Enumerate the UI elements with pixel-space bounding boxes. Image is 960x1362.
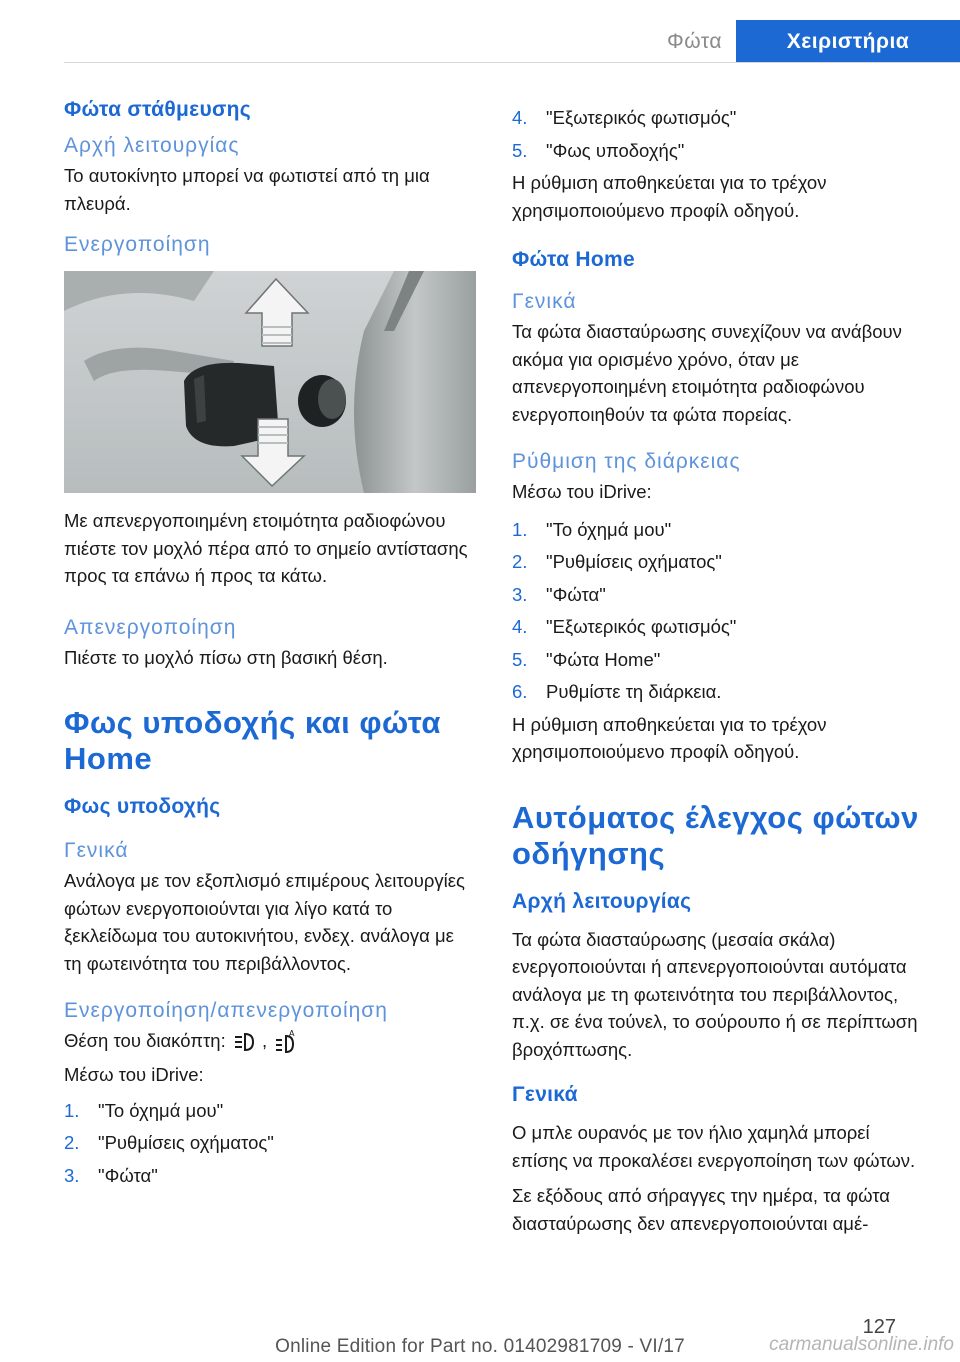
section-title-welcome-home: Φως υποδοχής και φώτα Home	[64, 705, 441, 776]
list-item: 3. "Φώτα"	[512, 583, 606, 605]
list-item: 6. Ρυθμίστε τη διάρκεια.	[512, 681, 722, 702]
paragraph-auto-general-2: Σε εξόδους από σήραγγες την ημέρα, τα φώτα διασταύρωσης δεν απενεργοποιούνται αμέ-	[512, 1185, 891, 1234]
paragraph-auto-principle: Τα φώτα διασταύρωσης (μεσαία σκάλα) ενεργοποιούνται ή απενεργοποιούνται αυτόματα ανάλογα με τη φωτεινότητα του περιβάλλοντος, π.χ. σε ένα τούνελ, το σούρουπο ή σε περίπτωση βροχόπτωσης.	[512, 928, 918, 1060]
section-title-home-lights: Φώτα Home	[512, 248, 635, 271]
left-column	[64, 98, 476, 1194]
list-item: 4. "Εξωτερικός φωτισμός"	[512, 107, 737, 128]
right-column	[512, 102, 924, 1253]
paragraph-principle: Το αυτοκίνητο μπορεί να φωτιστεί από τη μια πλευρά.	[64, 165, 430, 214]
paragraph-saved-profile: Η ρύθμιση αποθηκεύεται για το τρέχον χρησιμοποιούμενο προφίλ οδηγού.	[512, 713, 827, 762]
heading-activation: Ενεργοποίηση	[64, 233, 211, 256]
list-item: 4. "Εξωτερικός φωτισμός"	[512, 616, 737, 637]
svg-text:A: A	[289, 1029, 295, 1039]
chapter-tab[interactable]: Χειριστήρια	[736, 20, 960, 62]
list-item: 2. "Ρυθμίσεις οχήματος"	[64, 1132, 274, 1154]
heading-duration: Ρύθμιση της διάρκειας	[512, 450, 741, 473]
switch-separator: ,	[262, 1030, 268, 1051]
list-item: 1. "Το όχημά μου"	[64, 1099, 224, 1121]
lever-illustration	[64, 271, 476, 493]
list-item: 3. "Φώτα"	[64, 1164, 158, 1186]
section-tab[interactable]: Φώτα	[667, 30, 722, 53]
page-number: 127	[862, 1316, 896, 1338]
paragraph-activation: Με απενεργοποιημένη ετοιμότητα ραδιοφώνου πιέστε τον μοχλό πέρα από το σημείο αντίστασης προς τα επάνω ή προς τα κάτω.	[64, 510, 468, 586]
paragraph-home-general: Τα φώτα διασταύρωσης συνεχίζουν να ανάβουν ακόμα για ορισμένο χρόνο, όταν με απενεργοποιημένη ετοιμότητα ραδιοφώνου ενεργοποιηθούν τα φώτα πορείας.	[512, 321, 902, 425]
heading-on-off: Ενεργοποίηση/απενεργοποίηση	[64, 999, 388, 1022]
subtitle-welcome-light: Φως υποδοχής	[64, 795, 221, 818]
section-title-parking-lights: Φώτα στάθμευσης	[64, 98, 251, 121]
paragraph-via-idrive: Μέσω του iDrive:	[64, 1064, 204, 1086]
list-item: 5. "Φώτα Home"	[512, 648, 661, 670]
heading-general: Γενικά	[64, 839, 129, 862]
list-item: 1. "Το όχημά μου"	[512, 518, 672, 540]
paragraph-general: Ανάλογα με τον εξοπλισμό επιμέρους λειτουργίες φώτων ενεργοποιούνται για λίγο κατά το ξεκλείδωμα του αυτοκινήτου, ενδεχ. ανάλογα με τη φωτεινότητα του περιβάλλοντος.	[64, 870, 465, 974]
welcome-steps-list-continued	[512, 102, 924, 167]
heading-deactivation: Απενεργοποίηση	[64, 615, 237, 639]
page-header	[64, 20, 960, 63]
heading-general: Γενικά	[512, 1083, 578, 1106]
edition-footer: Online Edition for Part no. 01402981709 - VI/17	[275, 1336, 685, 1357]
switch-label: Θέση του διακόπτη:	[64, 1030, 226, 1051]
paragraph-switch-position	[64, 1027, 476, 1055]
list-item: 5. "Φως υποδοχής"	[512, 139, 685, 161]
heading-principle: Αρχή λειτουργίας	[64, 134, 240, 157]
paragraph-auto-general-1: Ο μπλε ουρανός με τον ήλιο χαμηλά μπορεί επίσης να προκαλέσει ενεργοποίηση των φώτων.	[512, 1122, 916, 1171]
section-title-auto-headlight: Αυτόματος έλεγχος φώτων οδήγησης	[512, 799, 919, 871]
auto-light-icon	[272, 1029, 298, 1055]
list-item: 2. "Ρυθμίσεις οχήματος"	[512, 551, 722, 572]
watermark-logo: carmanualsonline.info	[769, 1334, 954, 1355]
parking-light-icon	[231, 1029, 257, 1055]
paragraph-saved-profile: Η ρύθμιση αποθηκεύεται για το τρέχον χρησιμοποιούμενο προφίλ οδηγού.	[512, 172, 827, 221]
heading-general: Γενικά	[512, 290, 577, 313]
paragraph-via-idrive: Μέσω του iDrive:	[512, 481, 652, 502]
heading-principle: Αρχή λειτουργίας	[512, 889, 692, 913]
welcome-steps-list	[64, 1095, 476, 1193]
paragraph-deactivation: Πιέστε το μοχλό πίσω στη βασική θέση.	[64, 646, 388, 668]
home-steps-list	[512, 514, 924, 709]
